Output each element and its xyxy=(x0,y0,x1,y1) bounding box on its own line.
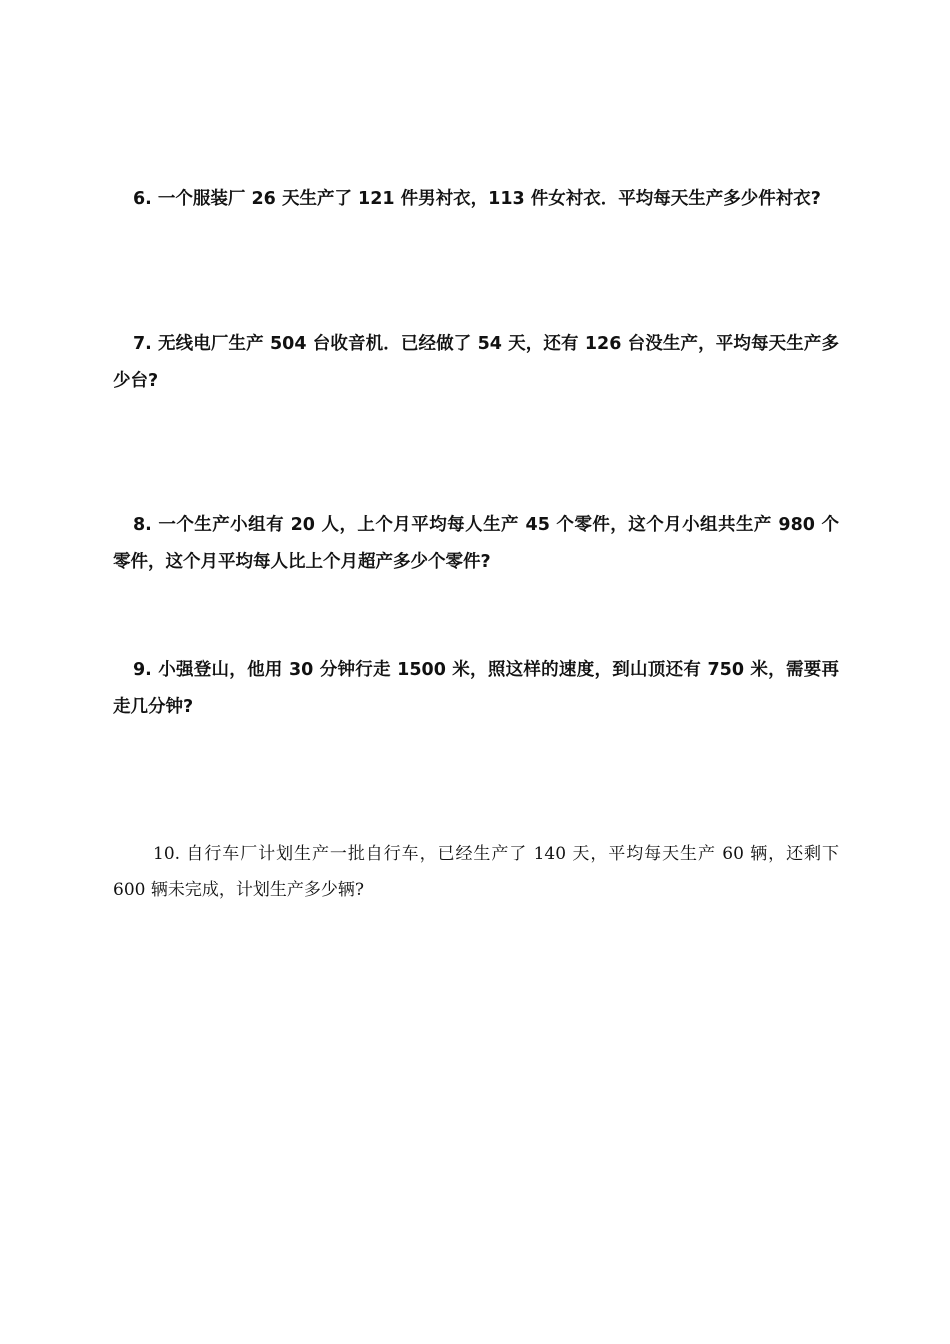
problem-9: 9. 小强登山，他用 30 分钟行走 1500 米，照这样的速度，到山顶还有 750 米，需要再走几分钟? xyxy=(113,660,839,717)
problem-8: 8. 一个生产小组有 20 人，上个月平均每人生产 45 个零件，这个月小组共生产 980 个零件，这个月平均每人比上个月超产多少个零件? xyxy=(113,515,839,572)
problem-7: 7. 无线电厂生产 504 台收音机．已经做了 54 天，还有 126 台没生产，平均每天生产多少台? xyxy=(113,334,839,391)
problem-10: 10. 自行车厂计划生产一批自行车，已经生产了 140 天，平均每天生产 60 辆，还剩下 600 辆未完成，计划生产多少辆? xyxy=(113,844,839,900)
problem-6: 6. 一个服装厂 26 天生产了 121 件男衬衣，113 件女衬衣．平均每天生产多少件衬衣? xyxy=(133,189,821,209)
